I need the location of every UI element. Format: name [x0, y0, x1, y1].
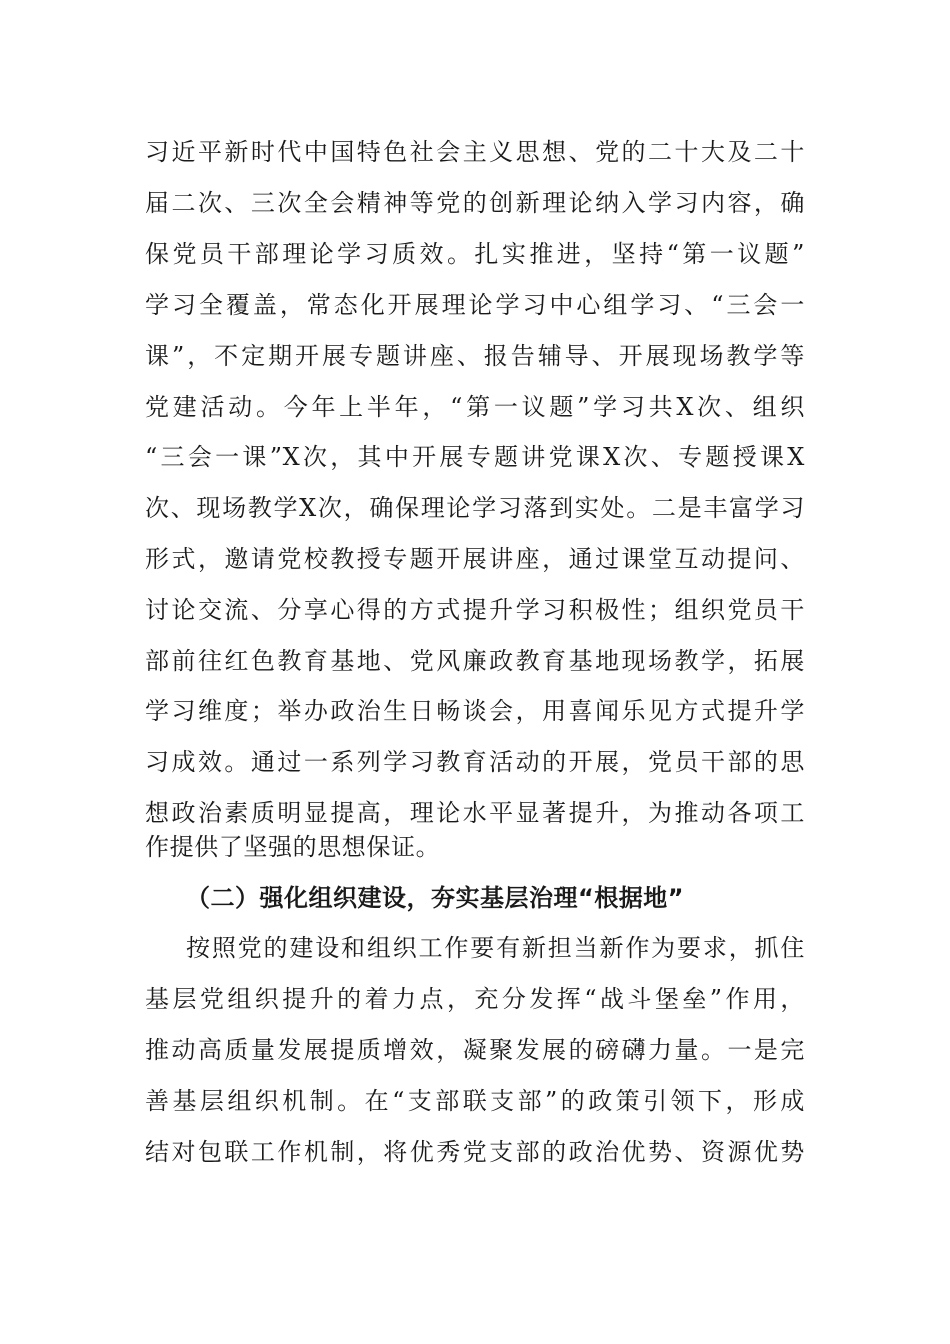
paragraph-2-line: 基层党组织提升的着力点，充分发挥“战斗堡垒”作用，	[145, 985, 805, 1013]
paragraph-1-line: 党建活动。今年上半年，“第一议题”学习共X次、组织	[145, 393, 805, 421]
paragraph-1-line: 学习全覆盖，常态化开展理论学习中心组学习、“三会一	[145, 291, 805, 319]
paragraph-2-first-line: 按照党的建设和组织工作要有新担当新作为要求，抓住	[186, 934, 805, 962]
paragraph-1-last-line: 作提供了坚强的思想保证。	[145, 833, 441, 861]
paragraph-1-line: 讨论交流、分享心得的方式提升学习积极性；组织党员干	[145, 596, 805, 624]
paragraph-1-line: 形式，邀请党校教授专题开展讲座，通过课堂互动提问、	[145, 545, 805, 573]
paragraph-1-line: 课”，不定期开展专题讲座、报告辅导、开展现场教学等	[145, 342, 805, 370]
paragraph-1-line: 习成效。通过一系列学习教育活动的开展，党员干部的思	[145, 748, 805, 776]
paragraph-1-line: 届二次、三次全会精神等党的创新理论纳入学习内容，确	[145, 189, 805, 217]
paragraph-1-line: “三会一课”X次，其中开展专题讲党课X次、专题授课X	[145, 443, 805, 471]
paragraph-1-line: 习近平新时代中国特色社会主义思想、党的二十大及二十	[145, 138, 805, 166]
paragraph-1-line: 想政治素质明显提高，理论水平显著提升，为推动各项工	[145, 799, 805, 827]
paragraph-2-line: 善基层组织机制。在“支部联支部”的政策引领下，形成	[145, 1087, 805, 1115]
paragraph-1-line: 次、现场教学X次，确保理论学习落到实处。二是丰富学习	[145, 494, 805, 522]
paragraph-1-line: 保党员干部理论学习质效。扎实推进，坚持“第一议题”	[145, 240, 805, 268]
paragraph-2-line: 推动高质量发展提质增效，凝聚发展的磅礴力量。一是完	[145, 1036, 805, 1064]
paragraph-1-line: 学习维度；举办政治生日畅谈会，用喜闻乐见方式提升学	[145, 697, 805, 725]
paragraph-1-line: 部前往红色教育基地、党风廉政教育基地现场教学，拓展	[145, 647, 805, 675]
section-heading: （二）强化组织建设，夯实基层治理“根据地”	[186, 884, 685, 912]
paragraph-2-line: 结对包联工作机制，将优秀党支部的政治优势、资源优势	[145, 1138, 805, 1166]
